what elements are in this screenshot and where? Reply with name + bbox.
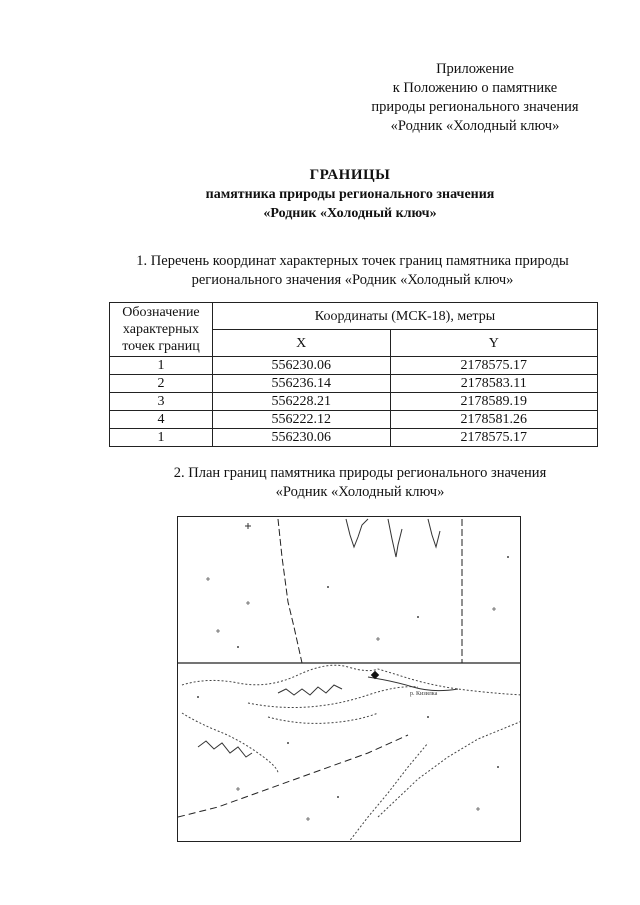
road-line — [378, 721, 521, 817]
cell-x: 556230.06 — [212, 357, 390, 375]
cell-y: 2178583.11 — [390, 375, 598, 393]
survey-mark — [245, 523, 251, 529]
survey-dot — [507, 556, 509, 558]
survey-mark — [376, 637, 380, 641]
stream-label: р. Кизилка — [410, 691, 438, 697]
survey-dot — [237, 646, 239, 648]
plot-boundary-line — [278, 519, 302, 663]
title-main: ГРАНИЦЫ — [309, 167, 391, 183]
cell-point: 1 — [110, 357, 213, 375]
table-row — [110, 357, 598, 375]
survey-dot — [337, 796, 339, 798]
gully-contour — [388, 519, 402, 557]
cell-x: 556222.12 — [212, 411, 390, 429]
valley-edge — [182, 713, 278, 773]
cell-point: 4 — [110, 411, 213, 429]
stream-line — [368, 677, 458, 691]
survey-dot — [497, 766, 499, 768]
table-row — [110, 375, 598, 393]
header-y: Y — [390, 330, 598, 357]
coordinates-table — [109, 302, 598, 447]
survey-mark — [246, 601, 250, 605]
header-coordinates: Координаты (МСК-18), метры — [212, 303, 597, 330]
cell-x: 556230.06 — [212, 429, 390, 447]
cell-point: 2 — [110, 375, 213, 393]
survey-mark — [492, 607, 496, 611]
appendix-line-2: к Положению о памятнике — [392, 80, 558, 96]
cell-x: 556236.14 — [212, 375, 390, 393]
table-row — [110, 429, 598, 447]
valley-edge — [248, 687, 418, 708]
survey-dot — [417, 616, 419, 618]
survey-dot — [287, 742, 289, 744]
cell-y: 2178575.17 — [390, 357, 598, 375]
cell-point: 1 — [110, 429, 213, 447]
appendix-line-3: природы регионального значения — [371, 99, 579, 115]
section-2-heading — [120, 464, 600, 502]
cell-y: 2178575.17 — [390, 429, 598, 447]
riverbank — [278, 685, 342, 695]
survey-mark — [476, 807, 480, 811]
appendix-line-1: Приложение — [436, 61, 514, 77]
table-row — [110, 411, 598, 429]
survey-dot — [327, 586, 329, 588]
valley-edge — [268, 713, 378, 723]
cell-point: 3 — [110, 393, 213, 411]
boundary-plan-map — [177, 516, 521, 842]
section-2-line-2: «Родник «Холодный ключ» — [275, 484, 445, 500]
survey-mark — [236, 787, 240, 791]
survey-mark — [216, 629, 220, 633]
appendix-header — [330, 60, 620, 136]
title-subtitle-2: «Родник «Холодный ключ» — [263, 206, 437, 221]
gully-contour — [346, 519, 368, 547]
cell-y: 2178581.26 — [390, 411, 598, 429]
table-row — [110, 393, 598, 411]
section-1-line-1: 1. Перечень координат характерных точек границ памятника природы — [136, 253, 569, 269]
survey-mark — [306, 817, 310, 821]
gully-contour — [428, 519, 440, 547]
cell-y: 2178589.19 — [390, 393, 598, 411]
survey-dot — [197, 696, 199, 698]
cell-x: 556228.21 — [212, 393, 390, 411]
section-1-line-2: регионального значения «Родник «Холодный ключ» — [191, 272, 514, 288]
header-x: X — [212, 330, 390, 357]
road-line — [348, 743, 428, 842]
survey-dot — [427, 716, 429, 718]
header-point-designation: Обозначение характерных точек границ — [110, 303, 213, 357]
document-title — [120, 165, 580, 223]
valley-edge — [182, 665, 521, 695]
section-1-heading — [105, 252, 600, 290]
appendix-line-4: «Родник «Холодный ключ» — [390, 118, 560, 134]
map-drawing — [178, 517, 521, 842]
title-subtitle-1: памятника природы регионального значения — [205, 187, 495, 202]
section-2-line-1: 2. План границ памятника природы регионального значения — [173, 465, 547, 481]
survey-mark — [206, 577, 210, 581]
